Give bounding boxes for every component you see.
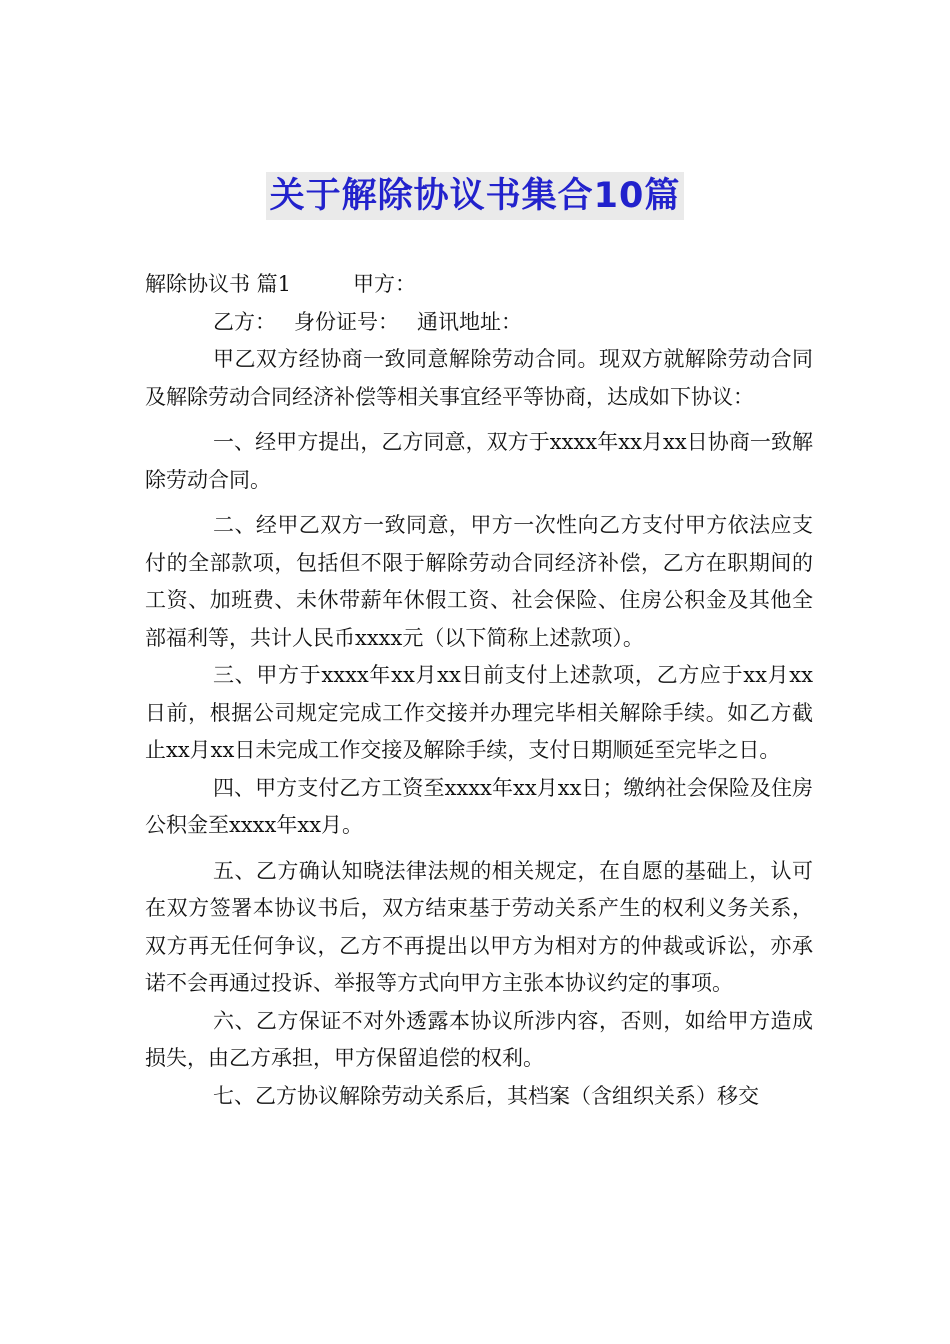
paragraph-clause-3: 三、甲方于xxxx年xx月xx日前支付上述款项，乙方应于xx月xx日前，根据公司规定完成工作交接并办理完毕相关解除手续。如乙方截止xx月xx日未完成工作交接及解除手续，支付日期顺延至完毕之日。 — [145, 663, 813, 762]
paragraph-clause-4: 四、甲方支付乙方工资至xxxx年xx月xx日；缴纳社会保险及住房公积金至xxxx年xx月。 — [145, 775, 813, 837]
document-body — [145, 266, 813, 1115]
paragraph-clause-5: 五、乙方确认知晓法律法规的相关规定，在自愿的基础上，认可在双方签署本协议书后，双方结束基于劳动关系产生的权利义务关系，双方再无任何争议，乙方不再提出以甲方为相对方的仲裁或诉讼，亦承诺不会再通过投诉、举报等方式向甲方主张本协议约定的事项。 — [145, 858, 813, 995]
document-title: 关于解除协议书集合10篇 — [266, 172, 685, 220]
header-line — [145, 266, 813, 304]
paragraph-clause-7: 七、乙方协议解除劳动关系后，其档案（含组织关系）移交 — [213, 1083, 759, 1108]
paragraph-intro: 甲乙双方经协商一致同意解除劳动合同。现双方就解除劳动合同及解除劳动合同经济补偿等相关事宜经平等协商，达成如下协议： — [145, 347, 813, 409]
title-container — [0, 172, 950, 220]
section-heading: 解除协议书 篇1 — [145, 272, 292, 296]
paragraph-clause-6: 六、乙方保证不对外透露本协议所涉内容，否则，如给甲方造成损失，由乙方承担，甲方保留追偿的权利。 — [145, 1008, 813, 1070]
party-b-label: 乙方： — [213, 309, 276, 334]
paragraph-clause-1: 一、经甲方提出，乙方同意，双方于xxxx年xx月xx日协商一致解除劳动合同。 — [145, 430, 813, 492]
party-b-line — [145, 304, 813, 342]
address-label: 通讯地址： — [417, 309, 522, 334]
id-number-label: 身份证号： — [294, 309, 399, 334]
paragraph-clause-2: 二、经甲乙双方一致同意，甲方一次性向乙方支付甲方依法应支付的全部款项，包括但不限于解除劳动合同经济补偿，乙方在职期间的工资、加班费、未休带薪年休假工资、社会保险、住房公积金及其他全部福利等，共计人民币xxxx元（以下简称上述款项）。 — [145, 513, 813, 650]
party-a-label: 甲方： — [353, 272, 417, 296]
